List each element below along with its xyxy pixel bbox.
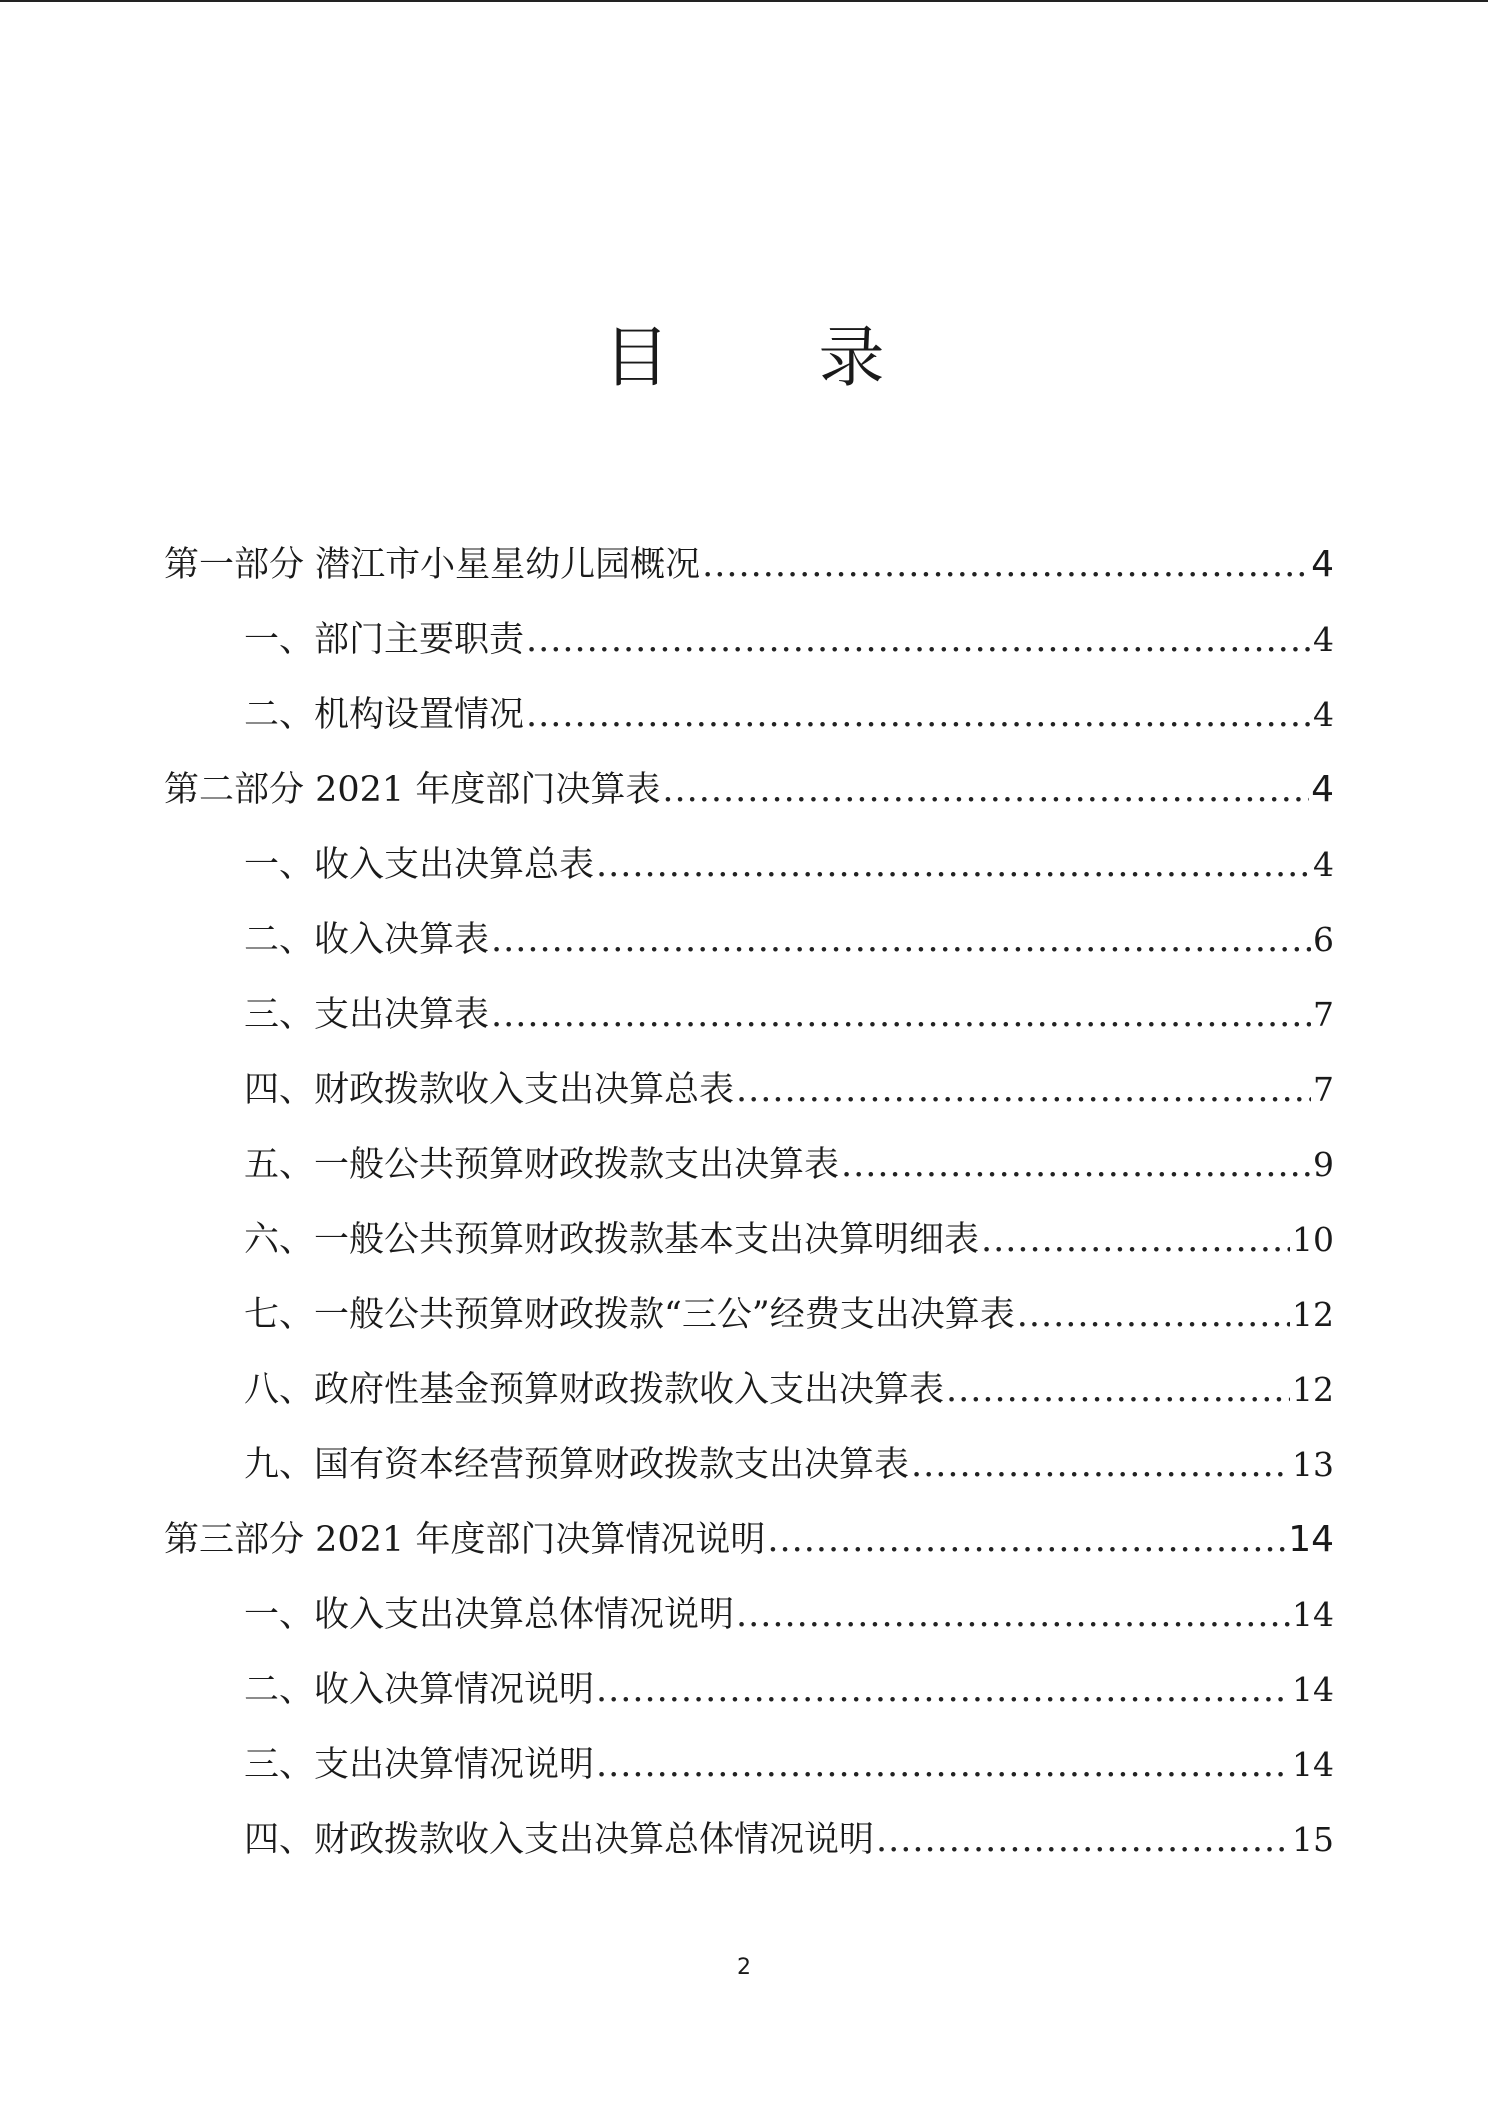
toc-entry-label: 三、支出决算表 — [244, 995, 490, 1035]
toc-entry-page-number: 9 — [1313, 1145, 1334, 1184]
toc-entry-label: 四、财政拨款收入支出决算总表 — [244, 1070, 735, 1110]
toc-subsection-entry[interactable] — [164, 1202, 1334, 1277]
toc-subsection-entry[interactable] — [164, 1427, 1334, 1502]
table-of-contents — [164, 527, 1334, 1877]
toc-dot-leader — [596, 828, 1311, 903]
page-top-border — [0, 0, 1488, 2]
toc-subsection-entry[interactable] — [164, 1802, 1334, 1877]
toc-entry-label: 一、收入支出决算总表 — [244, 845, 595, 885]
toc-subsection-entry[interactable] — [164, 827, 1334, 902]
toc-subsection-entry[interactable] — [164, 1277, 1334, 1352]
toc-dot-leader — [736, 1053, 1311, 1128]
toc-dot-leader — [736, 1578, 1290, 1653]
toc-entry-page-number: 7 — [1313, 1070, 1334, 1109]
toc-subsection-entry[interactable] — [164, 977, 1334, 1052]
toc-entry-label: 第二部分 2021 年度部门决算表 — [164, 770, 661, 810]
toc-title: 目 录 — [603, 319, 949, 396]
toc-entry-page-number: 4 — [1313, 695, 1334, 734]
toc-entry-label: 第一部分 潜江市小星星幼儿园概况 — [164, 545, 701, 585]
toc-dot-leader — [981, 1203, 1290, 1278]
toc-entry-page-number: 13 — [1292, 1445, 1334, 1484]
toc-dot-leader — [876, 1803, 1290, 1878]
toc-entry-page-number: 14 — [1288, 1519, 1334, 1560]
toc-section-entry[interactable] — [164, 1502, 1334, 1577]
toc-entry-label: 六、一般公共预算财政拨款基本支出决算明细表 — [244, 1220, 980, 1260]
toc-entry-label: 二、机构设置情况 — [244, 695, 525, 735]
toc-dot-leader — [662, 753, 1309, 828]
toc-entry-page-number: 6 — [1313, 920, 1334, 959]
toc-dot-leader — [702, 528, 1309, 603]
toc-subsection-entry[interactable] — [164, 1127, 1334, 1202]
toc-entry-page-number: 4 — [1311, 544, 1334, 585]
toc-subsection-entry[interactable] — [164, 1577, 1334, 1652]
toc-entry-page-number: 4 — [1313, 620, 1334, 659]
toc-subsection-entry[interactable] — [164, 902, 1334, 977]
toc-subsection-entry[interactable] — [164, 1727, 1334, 1802]
toc-subsection-entry[interactable] — [164, 602, 1334, 677]
toc-entry-label: 二、收入决算情况说明 — [244, 1670, 595, 1710]
toc-entry-label: 二、收入决算表 — [244, 920, 490, 960]
toc-entry-page-number: 12 — [1292, 1295, 1334, 1334]
toc-dot-leader — [1017, 1278, 1290, 1353]
toc-subsection-entry[interactable] — [164, 1052, 1334, 1127]
toc-entry-page-number: 7 — [1313, 995, 1334, 1034]
toc-dot-leader — [491, 978, 1311, 1053]
toc-subsection-entry[interactable] — [164, 677, 1334, 752]
toc-entry-label: 一、部门主要职责 — [244, 620, 525, 660]
toc-dot-leader — [946, 1353, 1290, 1428]
toc-dot-leader — [596, 1653, 1290, 1728]
toc-section-entry[interactable] — [164, 527, 1334, 602]
toc-dot-leader — [767, 1503, 1286, 1578]
toc-section-entry[interactable] — [164, 752, 1334, 827]
toc-subsection-entry[interactable] — [164, 1352, 1334, 1427]
toc-subsection-entry[interactable] — [164, 1652, 1334, 1727]
toc-dot-leader — [841, 1128, 1311, 1203]
toc-entry-page-number: 4 — [1313, 845, 1334, 884]
toc-entry-page-number: 12 — [1292, 1370, 1334, 1409]
toc-entry-label: 七、一般公共预算财政拨款“三公”经费支出决算表 — [244, 1295, 1015, 1335]
toc-entry-label: 九、国有资本经营预算财政拨款支出决算表 — [244, 1445, 910, 1485]
toc-entry-page-number: 14 — [1292, 1670, 1334, 1709]
toc-entry-label: 一、收入支出决算总体情况说明 — [244, 1595, 735, 1635]
toc-entry-label: 第三部分 2021 年度部门决算情况说明 — [164, 1520, 766, 1560]
toc-entry-label: 五、一般公共预算财政拨款支出决算表 — [244, 1145, 840, 1185]
page-number: 2 — [737, 1955, 751, 1980]
toc-entry-page-number: 4 — [1311, 769, 1334, 810]
toc-entry-page-number: 15 — [1292, 1820, 1334, 1859]
toc-entry-page-number: 14 — [1292, 1595, 1334, 1634]
toc-dot-leader — [911, 1428, 1290, 1503]
toc-entry-label: 四、财政拨款收入支出决算总体情况说明 — [244, 1820, 875, 1860]
toc-entry-page-number: 14 — [1292, 1745, 1334, 1784]
toc-dot-leader — [596, 1728, 1290, 1803]
toc-dot-leader — [491, 903, 1311, 978]
toc-entry-label: 三、支出决算情况说明 — [244, 1745, 595, 1785]
toc-dot-leader — [526, 678, 1311, 753]
toc-dot-leader — [526, 603, 1311, 678]
toc-entry-page-number: 10 — [1292, 1220, 1334, 1259]
toc-entry-label: 八、政府性基金预算财政拨款收入支出决算表 — [244, 1370, 945, 1410]
